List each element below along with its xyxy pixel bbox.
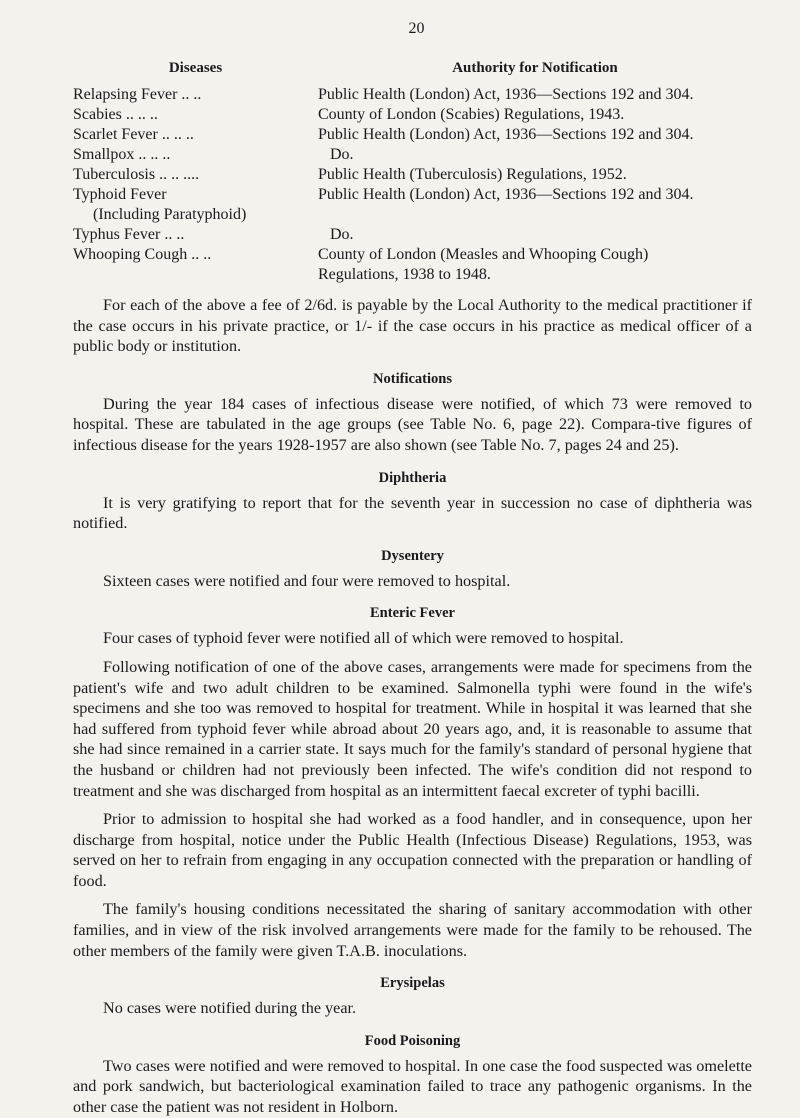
disease-cell: Tuberculosis .. .. .... [73, 166, 200, 183]
authority-cell: Public Health (Tuberculosis) Regulations, 1952. [318, 166, 627, 183]
authority-cell: Do. [330, 146, 354, 163]
disease-cell: Scabies .. .. .. [73, 106, 158, 123]
food-poisoning-paragraph: Two cases were notified and were removed to hospital. In one case the food suspected was omelette and pork sandwich, but bacteriological examination failed to trace any pathogenic organisms. In the other case the patient was not resident in Holborn. [73, 1056, 752, 1117]
notification-table-header [73, 60, 752, 77]
dysentery-heading: Dysentery [381, 547, 444, 564]
diphtheria-heading: Diphtheria [378, 469, 447, 486]
table-row [73, 245, 752, 265]
authority-cell: Public Health (London) Act, 1936—Sections 192 and 304. [318, 126, 694, 143]
disease-cell: Smallpox .. .. .. [73, 146, 171, 163]
enteric-paragraph: Prior to admission to hospital she had worked as a food handler, and in consequence, upon her discharge from hospital, notice under the Public Health (Infectious Disease) Regulations, 1953, was served on her to refrain from engaging in any occupation connected with the preparation or handling of food. [73, 810, 752, 890]
food-poisoning-heading: Food Poisoning [364, 1032, 461, 1049]
authority-cell: Public Health (London) Act, 1936—Sections 192 and 304. [318, 186, 694, 203]
enteric-paragraph: Four cases of typhoid fever were notified all of which were removed to hospital. [103, 629, 624, 648]
diphtheria-paragraph: It is very gratifying to report that for the seventh year in succession no case of diphtheria was notified. [73, 493, 752, 533]
dysentery-paragraph: Sixteen cases were notified and four were removed to hospital. [103, 571, 511, 590]
disease-cell: Relapsing Fever .. .. [73, 86, 202, 103]
erysipelas-paragraph: No cases were notified during the year. [103, 999, 357, 1018]
table-row [73, 85, 752, 105]
disease-cell: Scarlet Fever .. .. .. [73, 126, 194, 143]
enteric-paragraph: The family's housing conditions necessitated the sharing of sanitary accommodation with other families, and in view of the risk involved arrangements were made for the family to be rehoused. The other members of the family were given T.A.B. inoculations. [73, 900, 752, 960]
notifications-heading: Notifications [373, 370, 452, 387]
authority-cell: Do. [330, 226, 354, 243]
table-row [73, 265, 752, 285]
table-row [73, 145, 752, 165]
authority-cell: Public Health (London) Act, 1936—Sections 192 and 304. [318, 86, 694, 103]
authority-cell: Regulations, 1938 to 1948. [318, 266, 491, 283]
table-row [73, 185, 752, 205]
notifications-paragraph: During the year 184 cases of infectious disease were notified, of which 73 were removed to hospital. These are tabulated in the age groups (see Table No. 6, page 22). Compara-tive figures of infectious disease for the years 1928-1957 are also shown (see Table No. 7, pages 24 and 25). [73, 394, 752, 454]
disease-cell: Typhus Fever .. .. [73, 226, 185, 243]
authority-cell: County of London (Scabies) Regulations, 1943. [318, 106, 625, 123]
enteric-fever-heading: Enteric Fever [370, 605, 455, 622]
disease-cell: Whooping Cough .. .. [73, 246, 212, 263]
table-row [73, 225, 752, 245]
table-row [73, 125, 752, 145]
header-diseases: Diseases [168, 60, 223, 76]
disease-cell: (Including Paratyphoid) [93, 206, 247, 223]
notification-table [73, 85, 752, 285]
header-authority: Authority for Notification [452, 60, 618, 76]
enteric-paragraph: Following notification of one of the above cases, arrangements were made for specimens from the patient's wife and two adult children to be examined. Salmonella typhi were found in the wife's specimens and she too was removed to hospital for treatment. While in hospital it was learned that she had suffered from typhoid fever while abroad about 20 years ago, and, it is reasonable to assume that she had since remained in a carrier state. It says much for the family's standard of personal hygiene that the husband or children had not previously been infected. The wife's condition did not respond to treatment and she was discharged from hospital as an intermittent faecal excreter of typhi bacilli. [73, 657, 752, 800]
fee-paragraph: For each of the above a fee of 2/6d. is payable by the Local Authority to the medical practitioner if the case occurs in his private practice, or 1/- if the case occurs in his practice as medical officer of a public body or institution. [73, 296, 752, 356]
disease-cell: Typhoid Fever [73, 186, 167, 203]
erysipelas-heading: Erysipelas [380, 975, 445, 992]
disease-cell [73, 265, 318, 285]
table-row [73, 105, 752, 125]
authority-cell [338, 205, 752, 225]
authority-cell: County of London (Measles and Whooping Cough) [318, 246, 649, 263]
table-row [73, 205, 752, 225]
table-row [73, 165, 752, 185]
page-number: 20 [408, 20, 425, 37]
